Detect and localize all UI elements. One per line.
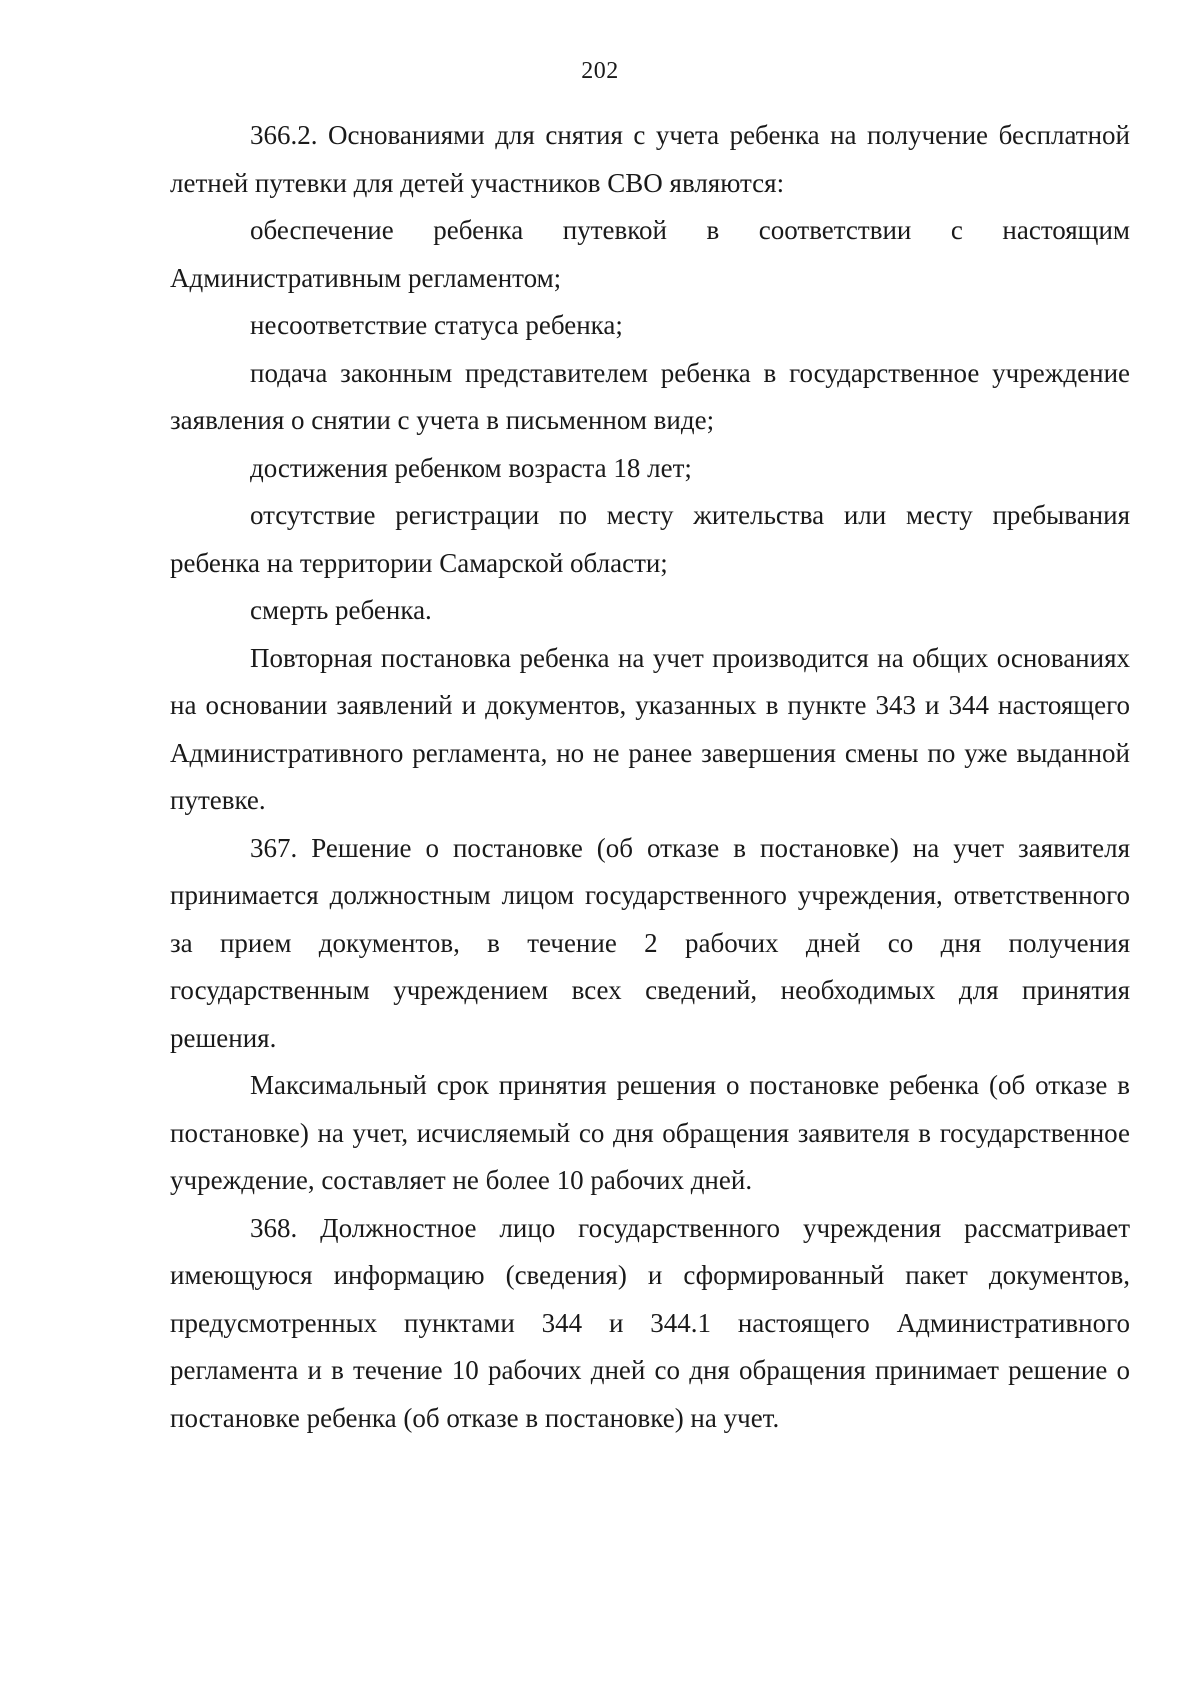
list-item-death: смерть ребенка. [250, 595, 432, 625]
paragraph-367: 367. Решение о постановке (об отказе в постановке) на учет заявителя принимается должностным лицом государственного учреждения, ответственного за прием документов, в течение 2 рабочих дней со дня получения государственным учреждением всех сведений, необходимых для принятия решения. [170, 832, 1130, 1053]
list-item-provision: обеспечение ребенка путевкой в соответствии с настоящим Административным регламентом; [170, 215, 1130, 293]
paragraph-368: 368. Должностное лицо государственного учреждения рассматривает имеющуюся информацию (сведения) и сформированный пакет документов, предусмотренных пунктами 344 и 344.1 настоящего Административного регламента и в течение 10 рабочих дней со дня обращения принимает решение о постановке ребенка (об отказе в постановке) на учет. [170, 1212, 1130, 1433]
paragraph-re-registration: Повторная постановка ребенка на учет производится на общих основаниях на основании заявлений и документов, указанных в пункте 343 и 344 настоящего Административного регламента, но не ранее завершения смены по уже выданной путевке. [170, 642, 1130, 815]
list-item-registration: отсутствие регистрации по месту жительства или месту пребывания ребенка на территории Самарской области; [170, 500, 1130, 578]
list-item-age: достижения ребенком возраста 18 лет; [250, 452, 692, 483]
list-item-status-mismatch: несоответствие статуса ребенка; [250, 310, 623, 340]
paragraph-366-2: 366.2. Основаниями для снятия с учета ребенка на получение бесплатной летней путевки для детей участников СВО являются: [170, 120, 1130, 198]
list-item-application: подача законным представителем ребенка в государственное учреждение заявления о снятии с учета в письменном виде; [170, 357, 1130, 435]
page-number: 202 [581, 58, 619, 84]
document-body [170, 112, 1130, 1442]
paragraph-max-term: Максимальный срок принятия решения о постановке ребенка (об отказе в постановке) на учет, исчисляемый со дня обращения заявителя в государственное учреждение, составляет не более 10 рабочих дней. [170, 1070, 1130, 1195]
